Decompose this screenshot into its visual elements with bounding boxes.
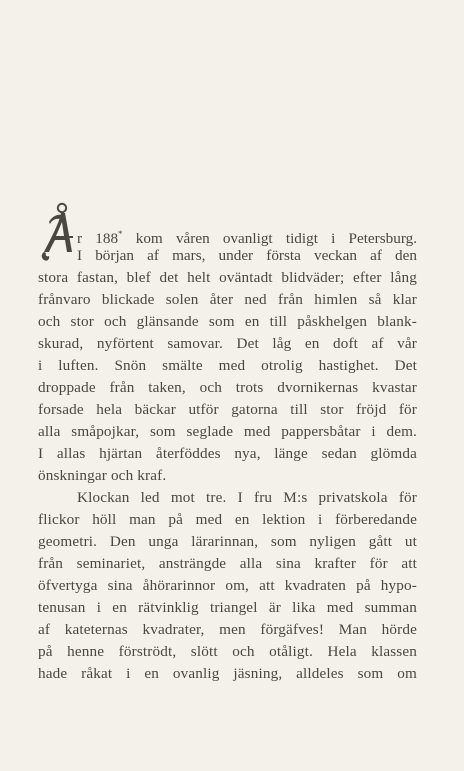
- paragraph-line: från seminariet, ansträngde alla sina krafter för att: [38, 555, 417, 572]
- paragraph-line: skurad, nyförtent samovar. Det låg en doft af vår: [38, 335, 417, 352]
- paragraph-line: tenusan i en rätvinklig triangel är lika med summan: [38, 599, 417, 616]
- paragraph-line: på henne förströdt, slött och otåligt. Hela klassen: [38, 643, 417, 660]
- paragraph-line: hade råkat i en ovanlig jäsning, alldeles som om: [38, 665, 417, 682]
- drop-cap-glyph-icon: [40, 202, 74, 264]
- second-line: I början af mars, under första veckan af den: [77, 247, 417, 264]
- paragraph-line: alla småpojkar, som seglade med pappersbåtar i dem.: [38, 423, 417, 440]
- paragraph-line: forsade hela bäckar utför gatorna till stor fröjd för: [38, 401, 417, 418]
- paragraph-line: I allas hjärtan återföddes nya, länge sedan glömda: [38, 445, 417, 462]
- first-line: r 188* kom våren ovanligt tidigt i Petersburg.: [77, 229, 418, 247]
- paragraph-line: frånvaro blickade solen åter ned från himlen så klar: [38, 291, 417, 308]
- paragraph-line: geometri. Den unga lärarinnan, som nyligen gått ut: [38, 533, 417, 550]
- paragraph-line: droppade från taken, och trots dvornikernas kvastar: [38, 379, 417, 396]
- paragraph-line: i luften. Snön smälte med otrolig hastighet. Det: [38, 357, 417, 374]
- paragraph-line: af kateternas kvadrater, men förgäfves! Man hörde: [38, 621, 417, 638]
- paragraph-line: Klockan led mot tre. I fru M:s privatskola för: [77, 489, 417, 506]
- paragraph-last-line: önskningar och kraf.: [38, 467, 167, 484]
- paragraph-line: öfvertyga sina åhörarinnor om, att kvadraten på hypo-: [38, 577, 417, 594]
- paragraph-line: flickor höll man på med en lektion i förberedande: [38, 511, 417, 528]
- paragraph-line: stora fastan, blef det helt oväntadt blidväder; efter lång: [38, 269, 417, 286]
- paragraph-line: och stor och glänsande som en till påskhelgen blank-: [38, 313, 417, 330]
